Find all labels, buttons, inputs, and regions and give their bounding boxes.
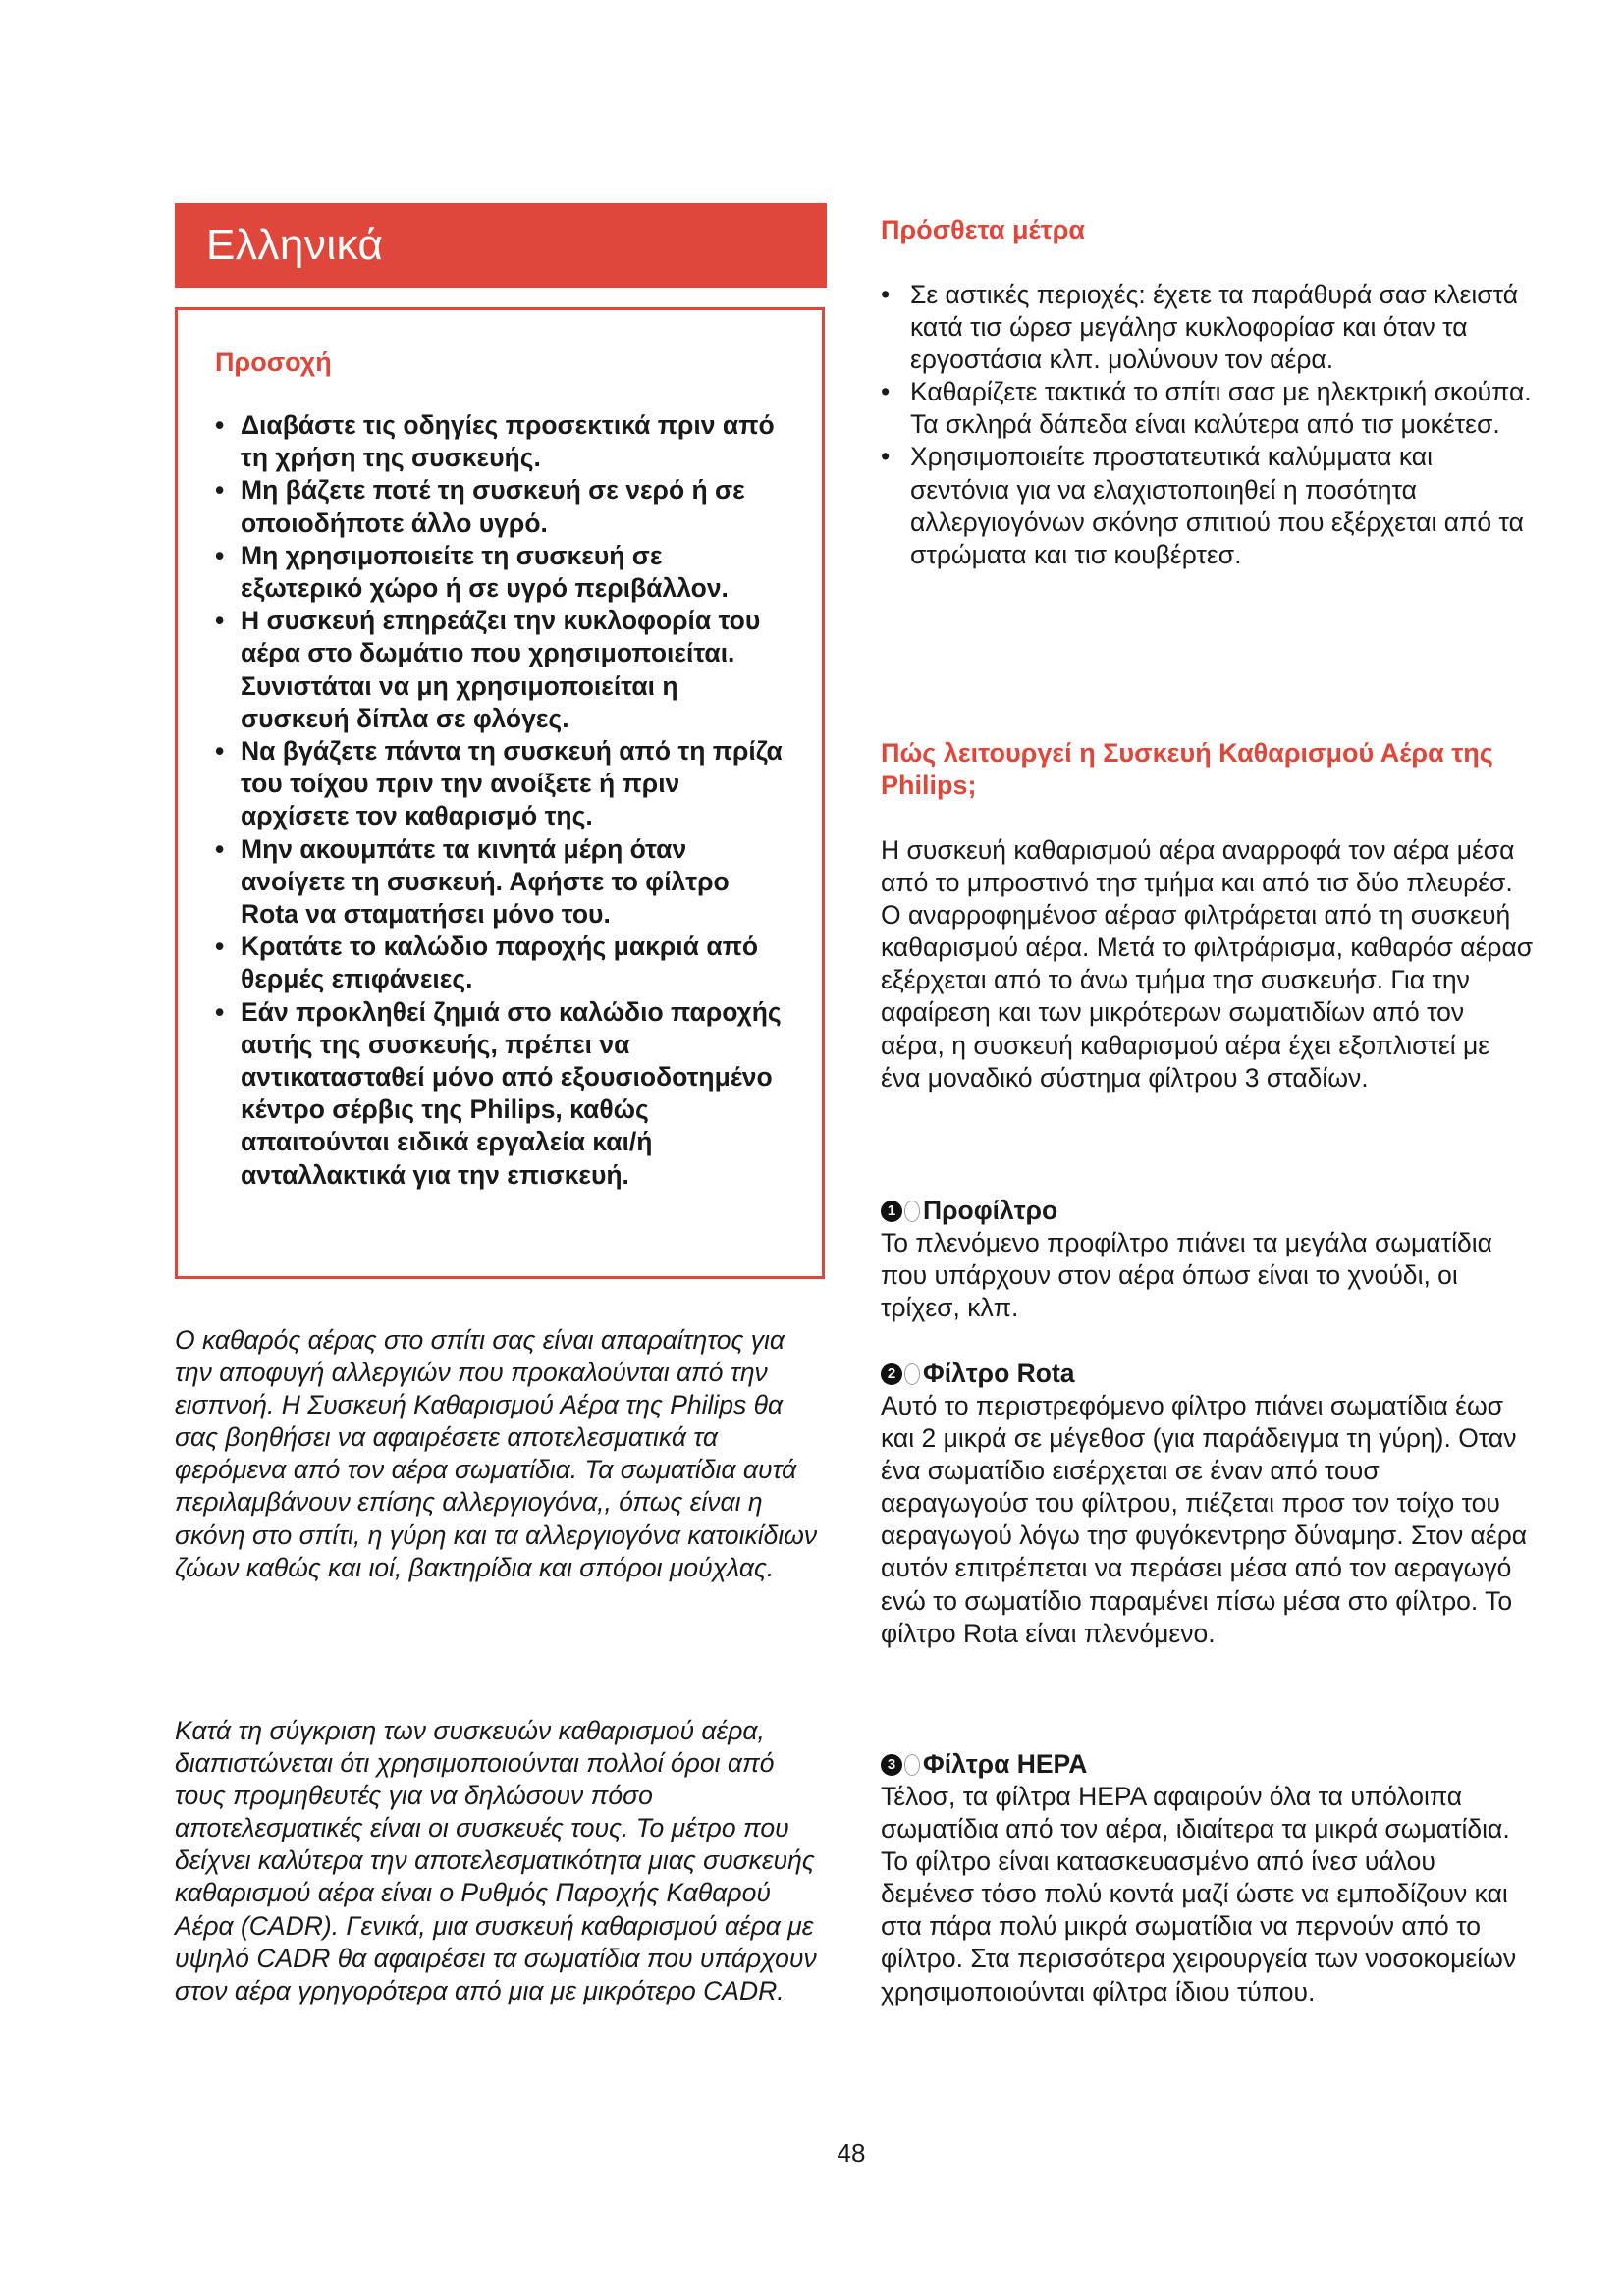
warning-item: • Η συσκευή επηρεάζει την κυκλοφορία του αέρα στο δωμάτιο που χρησιμοποιείται. Συνιστάται να μη χρησιμοποιείται η συσκευή δίπλα σε φλόγες.: [215, 605, 790, 735]
page-number: 48: [837, 2138, 866, 2167]
measure-item: • Χρησιμοποιείτε προστατευτικά καλύμματα και σεντόνια για να ελαχιστοποιηθεί η ποσότητα αλλεργιογόνων σκόνησ σπιτιού που εξέρχεται από τα στρώματα και τισ κουβέρτεσ.: [881, 441, 1534, 570]
how-it-works-section: [881, 737, 1534, 1095]
filter-section-1: [881, 1195, 1534, 1324]
filter-description: Τέλοσ, τα φίλτρα HEPA αφαιρούν όλα τα υπόλοιπα σωματίδια από τον αέρα, ιδιαίτερα τα μικρά σωματίδια. Το φίλτρο είναι κατασκευασμένο από ίνεσ υάλου δεμένεσ τόσο πολύ κοντά μαζί ώστε να εμποδίζουν και στα πάρα πολύ μικρά σωματίδια να περνούν από το φίλτρο. Στα περισσότερα χειρουργεία των νοσοκομείων χρησιμοποιούνται φίλτρα ίδιου τύπου.: [881, 1782, 1517, 2006]
warning-item: • Να βγάζετε πάντα τη συσκευή από τη πρίζα του τοίχου πριν την ανοίξετε ή πριν αρχίσετε τον καθαρισμό της.: [215, 735, 790, 833]
number-one-icon: 1: [881, 1201, 902, 1222]
filter-section-2: [881, 1358, 1534, 1650]
filter-section-3: [881, 1748, 1534, 2008]
filter-heading: [881, 1195, 1534, 1227]
warning-item: • Μην ακουμπάτε τα κινητά μέρη όταν ανοίγετε τη συσκευή. Αφήστε το φίλτρο Rota να σταματήσει μόνο του.: [215, 833, 790, 932]
how-it-works-paragraph: Η συσκευή καθαρισμού αέρα αναρροφά τον αέρα μέσα από το μπροστινό τησ τμήμα και από τισ δύο πλευρέσ. Ο αναρροφημένοσ αέρασ φιλτράρεται από τη συσκευή καθαρισμού αέρα. Μετά το φιλτράρισμα, καθαρόσ αέρασ εξέρχεται από το άνω τμήμα τησ συσκευήσ. Για την αφαίρεση και των μικρότερων σωματιδίων από τον αέρα, η συσκευή καθαρισμού αέρα έχει εξοπλιστεί με ένα μοναδικό σύστημα φίλτρου 3 σταδίων.: [881, 835, 1534, 1093]
warning-item: • Εάν προκληθεί ζημιά στο καλώδιο παροχής αυτής της συσκευής, πρέπει να αντικατασταθεί μόνο από εξουσιοδοτημένο κέντρο σέρβις της Philips, καθώς απαιτούνται ειδικά εργαλεία και/ή ανταλλακτικά για την επισκευή.: [215, 996, 790, 1192]
measure-item: • Καθαρίζετε τακτικά το σπίτι σασ με ηλεκτρική σκούπα. Τα σκληρά δάπεδα είναι καλύτερα από τισ μοκέτεσ.: [881, 376, 1534, 441]
circle-outline-icon: [904, 1754, 920, 1776]
filter-name: Φίλτρα HEPA: [923, 1749, 1088, 1779]
how-it-works-title: Πώς λειτουργεί η Συσκευή Καθαρισμού Αέρα της Philips;: [881, 738, 1493, 800]
circle-outline-icon: [904, 1363, 920, 1385]
number-two-icon: 2: [881, 1363, 902, 1385]
language-banner: Ελληνικά: [175, 203, 827, 288]
filter-description: Το πλενόμενο προφίλτρο πιάνει τα μεγάλα σωματίδια που υπάρχουν στον αέρα όπωσ είναι το χνούδι, οι τρίχεσ, κλπ.: [881, 1228, 1492, 1323]
warning-item: • Μη βάζετε ποτέ τη συσκευή σε νερό ή σε οποιοδήποτε άλλο υγρό.: [215, 474, 790, 539]
additional-measures-title: Πρόσθετα μέτρα: [881, 215, 1086, 244]
additional-measures-section: [881, 214, 1534, 571]
circle-outline-icon: [904, 1201, 920, 1222]
warning-list: [215, 409, 790, 1192]
measure-item: • Σε αστικές περιοχές: έχετε τα παράθυρά σασ κλειστά κατά τισ ώρεσ μεγάλησ κυκλοφορίασ και όταν τα εργοστάσια κλπ. μολύνουν τον αέρα.: [881, 279, 1534, 376]
filter-description: Αυτό το περιστρεφόμενο φίλτρο πιάνει σωματίδια έωσ και 2 μικρά σε μέγεθοσ (για παράδειγμα τη γύρη). Οταν ένα σωματίδιο εισέρχεται σε έναν από τουσ αεραγωγούσ του φίλτρου, πιέζεται προσ τον τοίχο του αεραγωγού λόγω τησ φυγόκεντρησ δύναμησ. Στον αέρα αυτόν επιτρέπεται να περάσει μέσα από τον αεραγωγό ενώ το σωματίδιο παραμένει πίσω μέσα στο φίλτρο. Το φίλτρο Rota είναι πλενόμενο.: [881, 1391, 1528, 1648]
filter-name: Φίλτρο Rota: [923, 1359, 1075, 1388]
filter-name: Προφίλτρο: [923, 1196, 1058, 1225]
filter-heading: [881, 1748, 1534, 1781]
additional-measures-list: [881, 279, 1534, 571]
intro-paragraph: Ο καθαρός αέρας στο σπίτι σας είναι απαραίτητος για την αποφυγή αλλεργιών που προκαλούνται από την εισπνοή. Η Συσκευή Καθαρισμού Αέρα της Philips θα σας βοηθήσει να αφαιρέσετε αποτελεσματικά τα φερόμενα από τον αέρα σωματίδια. Τα σωματίδια αυτά περιλαμβάνουν επίσης αλλεργιογόνα,, όπως είναι η σκόνη στο σπίτι, η γύρη και τα αλλεργιογόνα κατοικίδιων ζώων καθώς και ιοί, βακτηρίδια και σπόροι μούχλας.: [175, 1325, 818, 1582]
cadr-paragraph: Κατά τη σύγκριση των συσκευών καθαρισμού αέρα, διαπιστώνεται ότι χρησιμοποιούνται πολλοί όροι από τους προμηθευτές για να δηλώσουν πόσο αποτελεσματικές είναι οι συσκευές τους. Το μέτρο που δείχνει καλύτερα την αποτελεσματικότητα μιας συσκευής καθαρισμού αέρα είναι ο Ρυθμός Παροχής Καθαρού Αέρα (CADR). Γενικά, μια συσκευή καθαρισμού αέρα με υψηλό CADR θα αφαιρέσει τα σωματίδια που υπάρχουν στον αέρα γρηγορότερα από μια με μικρότερο CADR.: [175, 1716, 817, 2005]
filter-heading: [881, 1358, 1534, 1390]
warning-item: • Διαβάστε τις οδηγίες προσεκτικά πριν από τη χρήση της συσκευής.: [215, 409, 790, 474]
warning-box: [175, 307, 825, 1279]
warning-title: Προσοχή: [215, 347, 332, 377]
warning-item: • Μη χρησιμοποιείτε τη συσκευή σε εξωτερικό χώρο ή σε υγρό περιβάλλον.: [215, 540, 790, 605]
warning-item: • Κρατάτε το καλώδιο παροχής μακριά από θερμές επιφάνειες.: [215, 931, 790, 995]
number-three-icon: 3: [881, 1754, 902, 1776]
